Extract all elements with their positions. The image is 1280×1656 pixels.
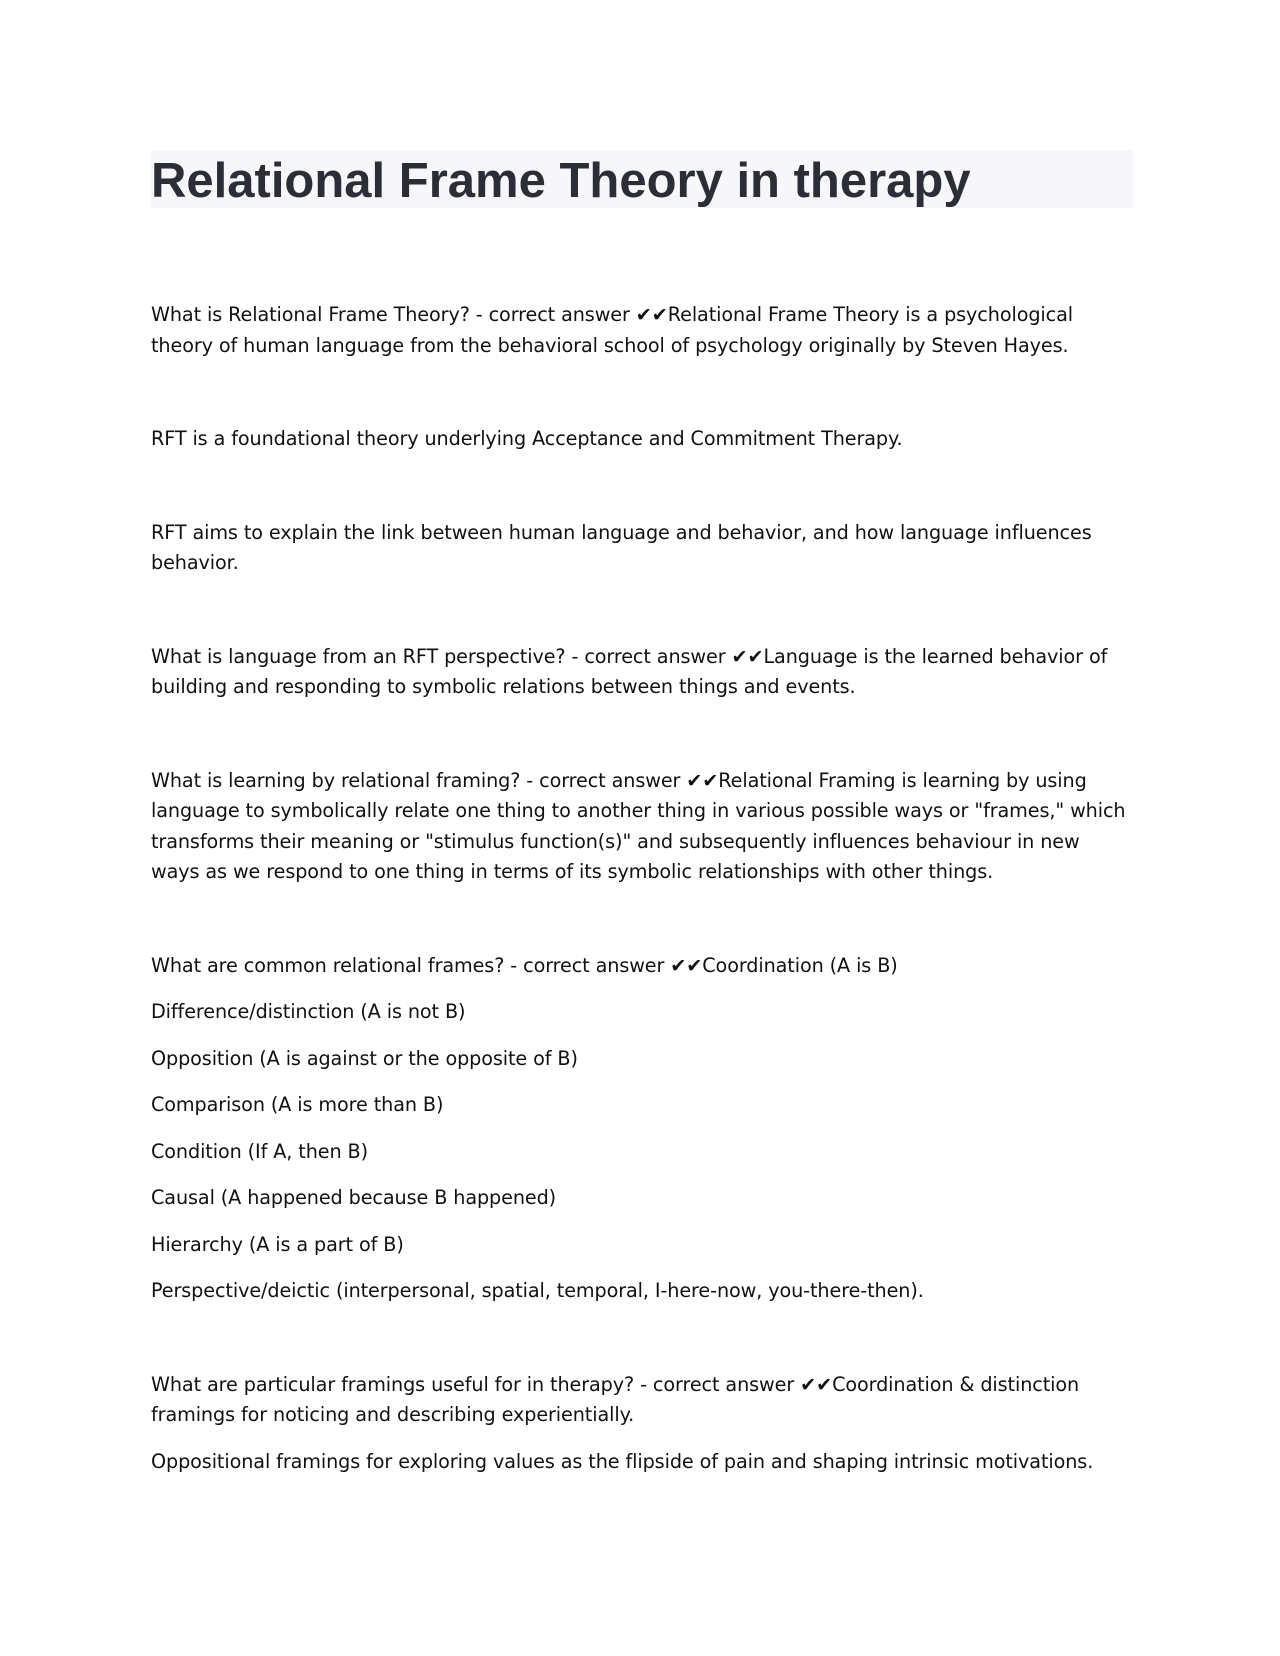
paragraph-language: What is language from an RFT perspective? - correct answer ✔✔Language is the learned behavior of building and responding to symbolic relations between things and events.	[151, 644, 1108, 698]
paragraph-common-frames: What are common relational frames? - correct answer ✔✔Coordination (A is B)	[151, 953, 898, 977]
list-item: Comparison (A is more than B)	[151, 1093, 444, 1116]
page-title: Relational Frame Theory in therapy	[151, 154, 971, 208]
paragraph-relational-framing: What is learning by relational framing? - correct answer ✔✔Relational Framing is learning by using language to symbolically relate one thing to another thing in various possible ways or "frames," which transforms their meaning or "stimulus function(s)" and subsequently influences behaviour in new ways as we respond to one thing in terms of its symbolic relationships with other things.	[151, 768, 1126, 883]
list-item: Difference/distinction (A is not B)	[151, 1000, 466, 1023]
paragraph-rft-aims: RFT aims to explain the link between human language and behavior, and how language influences behavior.	[151, 520, 1092, 574]
document-page	[151, 150, 1131, 1473]
paragraph-oppositional-framings: Oppositional framings for exploring values as the flipside of pain and shaping intrinsic motivations.	[151, 1449, 1094, 1473]
list-item: Causal (A happened because B happened)	[151, 1186, 557, 1209]
paragraph-rft-act: RFT is a foundational theory underlying Acceptance and Commitment Therapy.	[151, 427, 903, 450]
list-item: Condition (If A, then B)	[151, 1139, 368, 1163]
title-banner	[151, 150, 1133, 208]
list-item: Hierarchy (A is a part of B)	[151, 1232, 404, 1256]
list-item: Opposition (A is against or the opposite of B)	[151, 1046, 578, 1070]
document-body	[151, 300, 1131, 1477]
list-item: Perspective/deictic (interpersonal, spatial, temporal, I-here-now, you-there-then).	[151, 1279, 924, 1302]
paragraph-rft-definition: What is Relational Frame Theory? - correct answer ✔✔Relational Frame Theory is a psychological theory of human language from the behavioral school of psychology originally by Steven Hayes.	[151, 303, 1073, 357]
paragraph-therapy-framings: What are particular framings useful for in therapy? - correct answer ✔✔Coordination & distinction framings for noticing and describing experientially.	[151, 1372, 1080, 1426]
